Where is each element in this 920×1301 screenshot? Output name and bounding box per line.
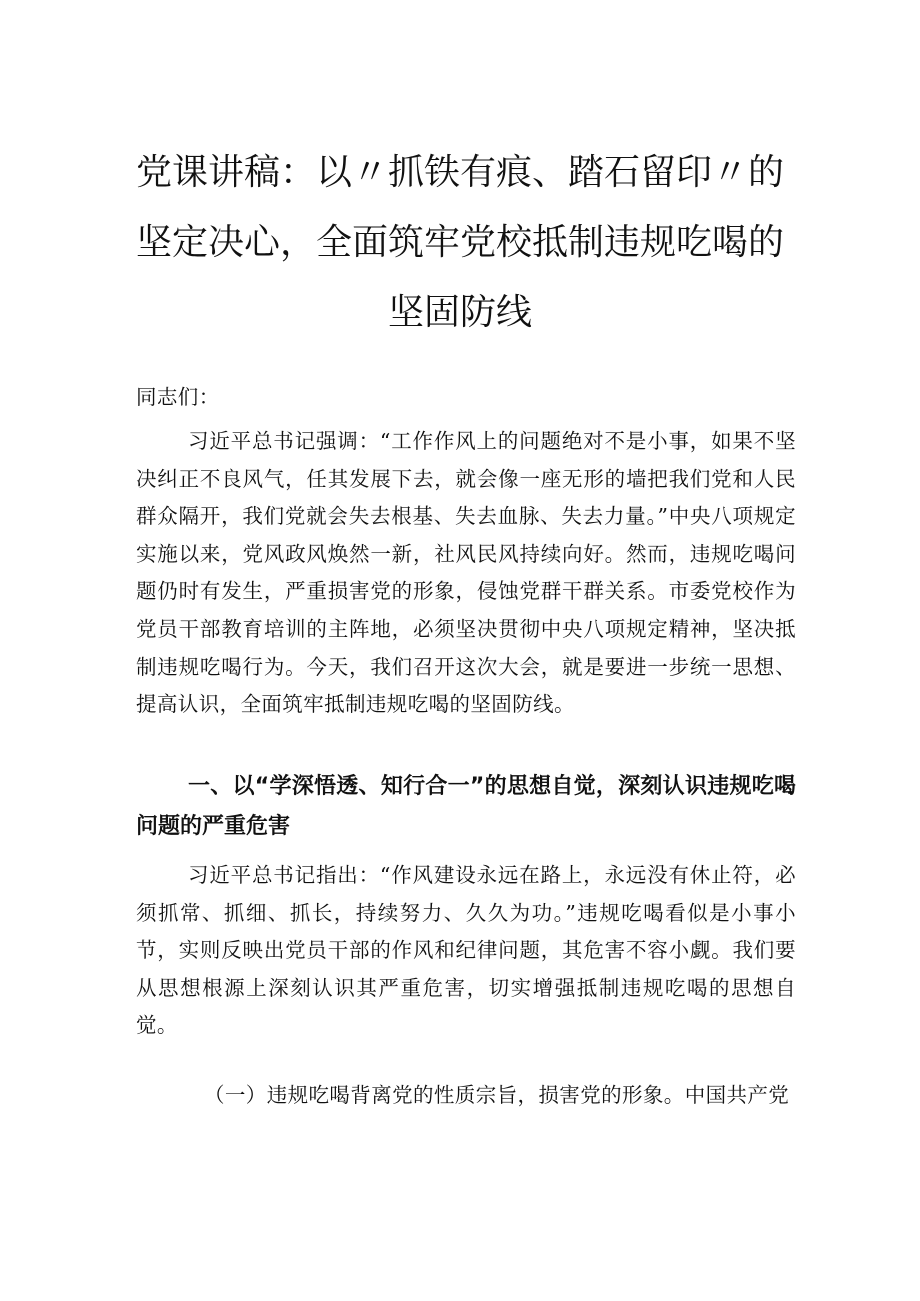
- paragraph-subsection-1: （一）违规吃喝背离党的性质宗旨，损害党的形象。中国共产党: [204, 1083, 790, 1107]
- title-line-2: 坚定决心，全面筑牢党校抵制违规吃喝的: [135, 222, 784, 263]
- section-heading-1: 一、以“学深悟透、知行合一”的思想自觉，深刻认识违规吃喝问题的严重危害: [136, 774, 796, 839]
- title-line-1: 党课讲稿：以〃抓铁有痕、踏石留印〃的: [135, 152, 784, 193]
- salutation: 同志们：: [136, 385, 220, 409]
- document-title: [120, 138, 800, 348]
- paragraph-intro: 习近平总书记强调：“工作作风上的问题绝对不是小事，如果不坚决纠正不良风气，任其发展下去，就会像一座无形的墙把我们党和人民群众隔开，我们党就会失去根基、失去血脉、失去力量。”中央八项规定实施以来，党风政风焕然一新，社风民风持续向好。然而，违规吃喝问题仍时有发生，严重损害党的形象，侵蚀党群干群关系。市委党校作为党员干部教育培训的主阵地，必须坚决贯彻中央八项规定精神，坚决抵制违规吃喝行为。今天，我们召开这次大会，就是要进一步统一思想、提高认识，全面筑牢抵制违规吃喝的坚固防线。: [136, 429, 796, 717]
- title-line-3: 坚固防线: [387, 292, 532, 333]
- paragraph-section-1: 习近平总书记指出：“作风建设永远在路上，永远没有休止符，必须抓常、抓细、抓长，持续努力、久久为功。”违规吃喝看似是小事小节，实则反映出党员干部的作风和纪律问题，其危害不容小觑。我们要从思想根源上深刻认识其严重危害，切实增强抵制违规吃喝的思想自觉。: [136, 863, 796, 1038]
